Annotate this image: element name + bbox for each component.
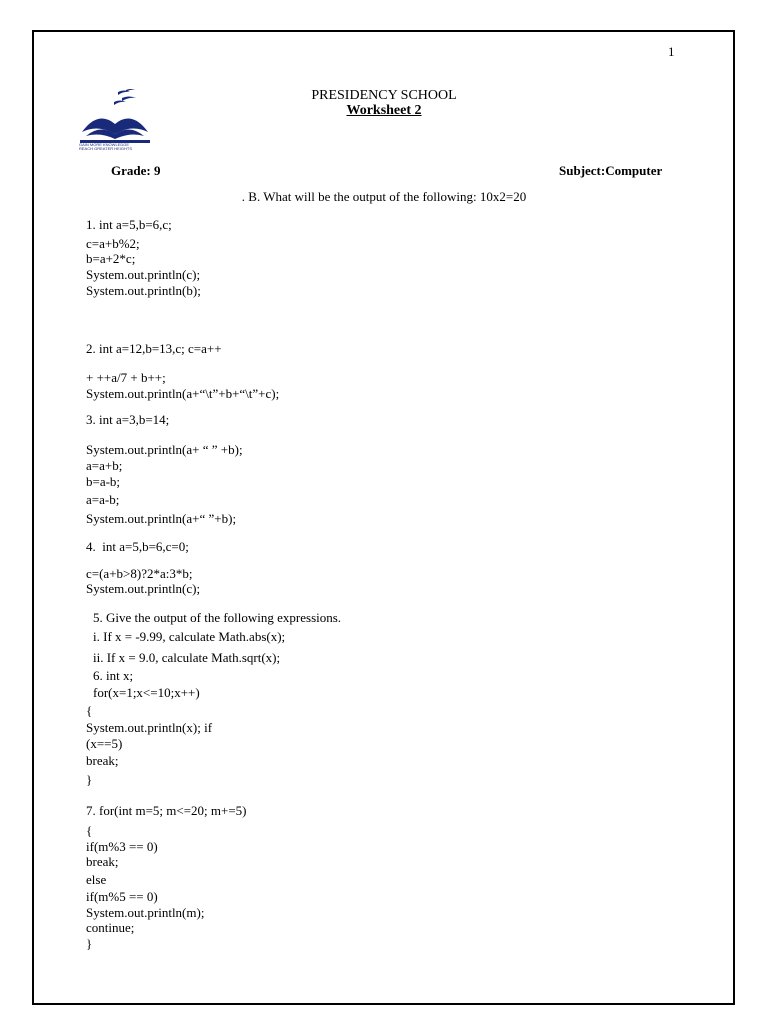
worksheet-line: System.out.println(a+“ ”+b); (86, 511, 237, 526)
logo-tagline-2: REACH GREATER HEIGHTS (79, 146, 133, 151)
worksheet-line: for(x=1;x<=10;x++) (93, 685, 200, 700)
worksheet-line: 5. Give the output of the following expressions. (93, 610, 342, 625)
worksheet-line: c=(a+b>8)?2*a:3*b; (86, 566, 193, 581)
subject-label: Subject:Computer (559, 163, 663, 178)
worksheet-line: a=a+b; (86, 458, 123, 473)
worksheet-line: System.out.println(b); (86, 283, 201, 298)
worksheet-line: { (86, 703, 93, 718)
worksheet-line: 1. int a=5,b=6,c; (86, 217, 172, 232)
section-title: . B. What will be the output of the following: 10x2=20 (241, 189, 527, 204)
worksheet-line: System.out.println(x); if (86, 720, 213, 735)
logo-tagline-1: GAIN MORE KNOWLEDGE (79, 142, 130, 147)
worksheet-line: System.out.println(m); (86, 905, 205, 920)
worksheet-line: 2. int a=12,b=13,c; c=a++ (86, 341, 222, 356)
worksheet-line: System.out.println(a+ “ ” +b); (86, 442, 243, 457)
worksheet-line: (x==5) (86, 736, 123, 751)
worksheet-title-text: Worksheet 2 (346, 103, 422, 118)
worksheet-line: 6. int x; (93, 668, 134, 683)
worksheet-line: System.out.println(c); (86, 581, 201, 596)
school-name: PRESIDENCY SCHOOL (311, 88, 457, 103)
worksheet-line: a=a-b; (86, 492, 120, 507)
worksheet-line: if(m%3 == 0) (86, 839, 158, 854)
grade-label: Grade: 9 (111, 163, 161, 178)
page-number: 1 (668, 44, 675, 59)
worksheet-line: b=a-b; (86, 474, 121, 489)
worksheet-line: ii. If x = 9.0, calculate Math.sqrt(x); (93, 650, 281, 665)
worksheet-line: i. If x = -9.99, calculate Math.abs(x); (93, 629, 286, 644)
worksheet-line: } (86, 772, 93, 787)
worksheet-line: System.out.println(c); (86, 267, 201, 282)
worksheet-line: System.out.println(a+“\t”+b+“\t”+c); (86, 386, 280, 401)
worksheet-line: c=a+b%2; (86, 236, 140, 251)
worksheet-line: { (86, 823, 93, 838)
worksheet-line: if(m%5 == 0) (86, 889, 158, 904)
worksheet-title (0, 103, 768, 118)
worksheet-line: 7. for(int m=5; m<=20; m+=5) (86, 803, 247, 818)
worksheet-line: else (86, 872, 107, 887)
worksheet-line: 3. int a=3,b=14; (86, 412, 170, 427)
worksheet-line: break; (86, 854, 119, 869)
worksheet-line: } (86, 936, 93, 951)
worksheet-line: break; (86, 753, 119, 768)
worksheet-line: b=a+2*c; (86, 251, 136, 266)
worksheet-line: continue; (86, 920, 135, 935)
worksheet-line: + ++a/7 + b++; (86, 370, 166, 385)
worksheet-line: 4. int a=5,b=6,c=0; (86, 539, 189, 554)
